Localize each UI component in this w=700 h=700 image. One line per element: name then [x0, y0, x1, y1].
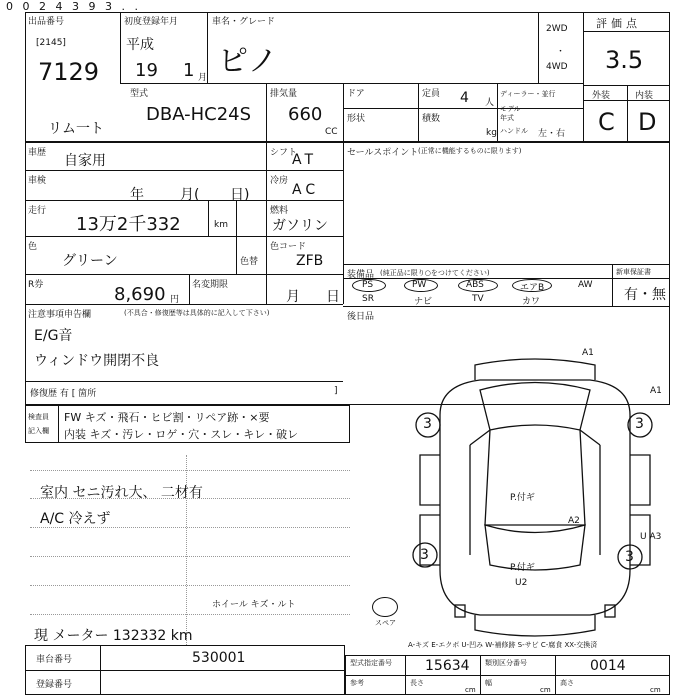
inspect-d: 日)	[230, 187, 250, 203]
equip-navi: ナビ	[414, 297, 433, 307]
model-label: 型式	[130, 89, 149, 99]
top-strip: 0 0 2 4 3 9 3 . .	[6, 0, 141, 13]
dealer-handle-label: ハンドル	[500, 127, 528, 135]
color-code: ZFB	[296, 253, 324, 269]
lot-scribble: リム一ト	[48, 121, 104, 137]
inspector-row1: FW キズ・飛石・ヒビ割・リペア跡・×要	[64, 411, 270, 424]
equip-tv: TV	[472, 294, 484, 304]
equip-airbag: エアB	[520, 283, 545, 293]
disp-value: 660	[288, 104, 323, 125]
drive-2wd: 2WD	[546, 24, 568, 34]
recycle-yen: 円	[170, 295, 180, 305]
shape-label: 形状	[347, 114, 366, 124]
diag-ua3: U A3	[640, 532, 662, 542]
meigi-month: 月	[286, 289, 300, 305]
meigi-label: 名変期限	[192, 280, 229, 290]
usage-value: 自家用	[64, 153, 106, 169]
mileage-value: 13万2千332	[76, 214, 181, 235]
len-cm: cm	[465, 686, 476, 694]
color-chg: 色替	[240, 257, 259, 267]
ac-label: 冷房	[270, 176, 289, 186]
dealer-handle: 左・右	[538, 129, 566, 139]
diag-legend: A-キズ E-エクボ U-凹み W-補修跡 S-サビ C-腐食 XX-交換済	[408, 641, 598, 649]
drive-4wd: 4WD	[546, 62, 568, 72]
diag-pillar-top: P.付ギ	[510, 493, 535, 503]
inspect-label: 車検	[28, 176, 47, 186]
equip-sr: SR	[362, 294, 374, 304]
tire-rl: 3	[420, 547, 429, 563]
inspector-label2: 記入欄	[28, 427, 49, 435]
car-label: 車名・グレード	[212, 17, 276, 27]
notes-label: 注意事項申告欄	[28, 310, 92, 320]
chassis-value: 530001	[192, 650, 246, 666]
drive-dot: ・	[556, 47, 566, 57]
dealer-year: 年式	[500, 114, 514, 122]
warranty-label: 新車保証書	[616, 268, 651, 276]
car-diagram	[400, 345, 670, 645]
meigi-day: 日	[326, 289, 340, 305]
shift-label: シフト	[270, 148, 298, 158]
len-label: 長さ	[410, 679, 424, 687]
load-label: 積数	[422, 114, 441, 124]
ac-value: AC	[292, 182, 320, 198]
tire-fl: 3	[423, 416, 432, 432]
width-label: 幅	[485, 679, 492, 687]
car-name: ピノ	[218, 44, 278, 79]
reg-era: 平成	[126, 37, 154, 53]
lot-number: 7129	[38, 58, 100, 86]
reg-month: 1	[183, 60, 195, 81]
reg-month-unit: 月	[198, 73, 208, 83]
eval-int: D	[638, 108, 657, 136]
dealer-model: モデル	[500, 105, 521, 113]
width-cm: cm	[540, 686, 551, 694]
hand-note-2: A/C 冷えず	[40, 511, 111, 527]
color-value: グリーン	[62, 253, 118, 269]
usage-label: 車歴	[28, 148, 47, 158]
notes-line2: ウィンドウ開閉不良	[34, 353, 160, 369]
cap-unit: 人	[485, 98, 495, 108]
eval-label: 評価点	[596, 17, 641, 30]
notes-repair: 修復歴 有 [ 箇所	[30, 389, 97, 399]
sales-label: セールスポイント	[347, 148, 419, 158]
class-label: 類別区分番号	[485, 659, 527, 667]
lot-sub: [2145]	[36, 38, 66, 48]
equip-sub: (純正品に限り○をつけてください)	[380, 269, 490, 277]
eval-int-label: 内装	[635, 91, 654, 101]
diag-u2: U2	[515, 578, 528, 588]
diag-a1-right: A1	[650, 386, 662, 396]
eval-ext-label: 外装	[592, 91, 611, 101]
eval-score: 3.5	[605, 46, 644, 74]
diag-pillar-bottom: P.付ギ	[510, 563, 535, 573]
hand-note-3: ホイール キズ・ルト	[212, 600, 296, 610]
chassis-label: 車台番号	[36, 655, 73, 665]
door-label: ドア	[347, 89, 365, 99]
reg-year: 19	[135, 60, 158, 81]
equip-label: 装備品	[347, 270, 375, 280]
fuel-value: ガソリン	[272, 218, 328, 234]
model-value: DBA-HC24S	[146, 104, 252, 125]
recycle-label: R券	[28, 280, 44, 290]
recycle-value: 8,690	[114, 284, 166, 305]
dealer-label: ディーラー・並行	[500, 90, 556, 98]
tire-rr: 3	[625, 549, 634, 565]
inspect-y: 年	[130, 187, 144, 203]
color-code-label: 色コード	[270, 242, 307, 252]
diag-a1-top: A1	[582, 348, 594, 358]
type-label: 型式指定番号	[350, 659, 392, 667]
reg-label: 初度登録年月	[124, 17, 179, 27]
lot-label: 出品番号	[28, 17, 65, 27]
equip-pw: PW	[412, 280, 427, 290]
inspector-label1: 検査員	[28, 413, 49, 421]
bigo-label: 後日品	[347, 312, 375, 322]
height-label: 高さ	[560, 679, 574, 687]
disp-label: 排気量	[270, 89, 298, 99]
warranty-value: 有・無	[624, 287, 666, 303]
equip-leather: カワ	[522, 297, 541, 307]
height-cm: cm	[650, 686, 661, 694]
inspect-m: 月(	[180, 187, 200, 203]
sales-sub: (正常に機能するものに限ります)	[418, 147, 522, 155]
cap-label: 定員	[422, 89, 441, 99]
eval-ext: C	[598, 108, 615, 136]
inspector-row2: 内装 キズ・汚レ・ロゲ・穴・スレ・キレ・破レ	[64, 428, 299, 441]
hand-note-4: 現 メーター 132332 km	[34, 628, 193, 644]
equip-abs: ABS	[466, 280, 484, 290]
diag-a2: A2	[568, 516, 580, 526]
reg-number-label: 登録番号	[36, 680, 73, 690]
type-value: 15634	[425, 658, 470, 674]
notes-bracket: ]	[334, 386, 338, 396]
class-value: 0014	[590, 658, 626, 674]
equip-ps: PS	[362, 280, 374, 290]
notes-sub: (不具合・修復歴等は具体的に記入して下さい)	[124, 309, 270, 317]
cap-value: 4	[460, 90, 469, 106]
fuel-label: 燃料	[270, 206, 289, 216]
spare-circle	[372, 597, 398, 617]
notes-line1: E/G音	[34, 328, 73, 344]
mileage-unit: km	[214, 220, 228, 230]
mileage-label: 走行	[28, 206, 47, 216]
disp-unit: CC	[325, 127, 338, 137]
load-unit: kg	[486, 128, 497, 138]
equip-aw: AW	[578, 280, 593, 290]
ref-label: 参考	[350, 679, 364, 687]
hand-note-1: 室内 セニ汚れ大、 二材有	[40, 485, 203, 501]
color-label: 色	[28, 242, 38, 252]
tire-fr: 3	[635, 416, 644, 432]
spare-label: スペア	[375, 619, 396, 627]
shift-value: AT	[292, 152, 318, 168]
